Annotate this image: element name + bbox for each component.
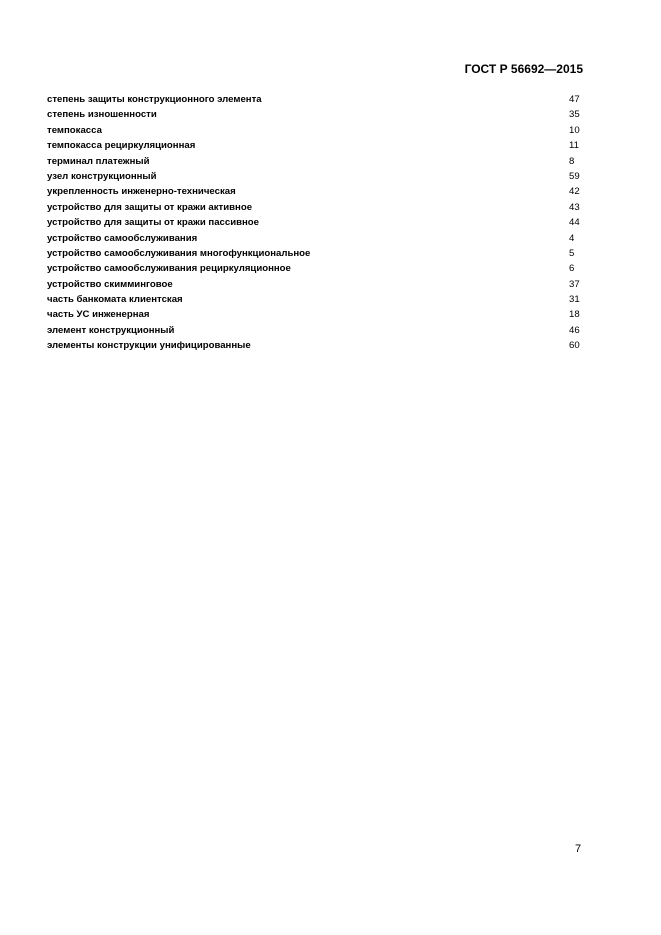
index-term: устройство самообслуживания рециркуляционное [47, 263, 291, 275]
index-entry [47, 231, 587, 246]
index-entry [47, 323, 587, 338]
index-page: 35 [569, 109, 580, 121]
index-term: темпокасса рециркуляционная [47, 140, 196, 152]
index-entry [47, 277, 587, 292]
index-page: 11 [569, 140, 579, 152]
index-list [47, 92, 587, 354]
index-page: 46 [569, 324, 580, 336]
index-term: укрепленность инженерно-техническая [47, 186, 236, 198]
index-page: 47 [569, 94, 580, 105]
index-term: степень изношенности [47, 109, 157, 121]
index-term: устройство самообслуживания [47, 232, 198, 244]
index-term: часть банкомата клиентская [47, 294, 183, 306]
index-page: 37 [569, 278, 580, 290]
index-page: 8 [569, 155, 575, 167]
index-page: 42 [569, 186, 580, 198]
index-page: 6 [569, 263, 575, 275]
index-page: 5 [569, 247, 575, 259]
index-page: 60 [569, 340, 580, 352]
index-page: 4 [569, 232, 575, 244]
index-entry [47, 138, 587, 153]
index-entry [47, 215, 587, 230]
index-term: темпокасса [47, 124, 102, 136]
index-page: 31 [569, 294, 580, 306]
index-term: устройство для защиты от кражи пассивное [47, 217, 259, 229]
index-entry [47, 292, 587, 307]
document-header: ГОСТ Р 56692—2015 [464, 62, 583, 76]
index-term: элемент конструкционный [47, 324, 175, 336]
index-entry [47, 261, 587, 276]
index-entry [47, 338, 587, 353]
index-term: степень защиты конструкционного элемента [47, 94, 262, 105]
index-term: устройство самообслуживания многофункциональное [47, 247, 311, 259]
index-page: 18 [569, 309, 580, 321]
index-term: узел конструкционный [47, 170, 157, 182]
index-entry [47, 107, 587, 122]
index-term: устройство скимминговое [47, 278, 173, 290]
index-entry [47, 184, 587, 199]
index-page: 10 [569, 124, 580, 136]
index-term: устройство для защиты от кражи активное [47, 201, 253, 213]
index-term: часть УС инженерная [47, 309, 150, 321]
index-page: 44 [569, 217, 580, 229]
index-page: 59 [569, 170, 580, 182]
index-entry [47, 200, 587, 215]
index-entry [47, 92, 587, 107]
index-entry [47, 169, 587, 184]
index-term: элементы конструкции унифицированные [47, 340, 251, 352]
index-term: терминал платежный [47, 155, 150, 167]
index-page: 43 [569, 201, 580, 213]
index-entry [47, 154, 587, 169]
index-entry [47, 123, 587, 138]
index-entry [47, 307, 587, 322]
page-number: 7 [575, 843, 582, 855]
index-entry [47, 246, 587, 261]
